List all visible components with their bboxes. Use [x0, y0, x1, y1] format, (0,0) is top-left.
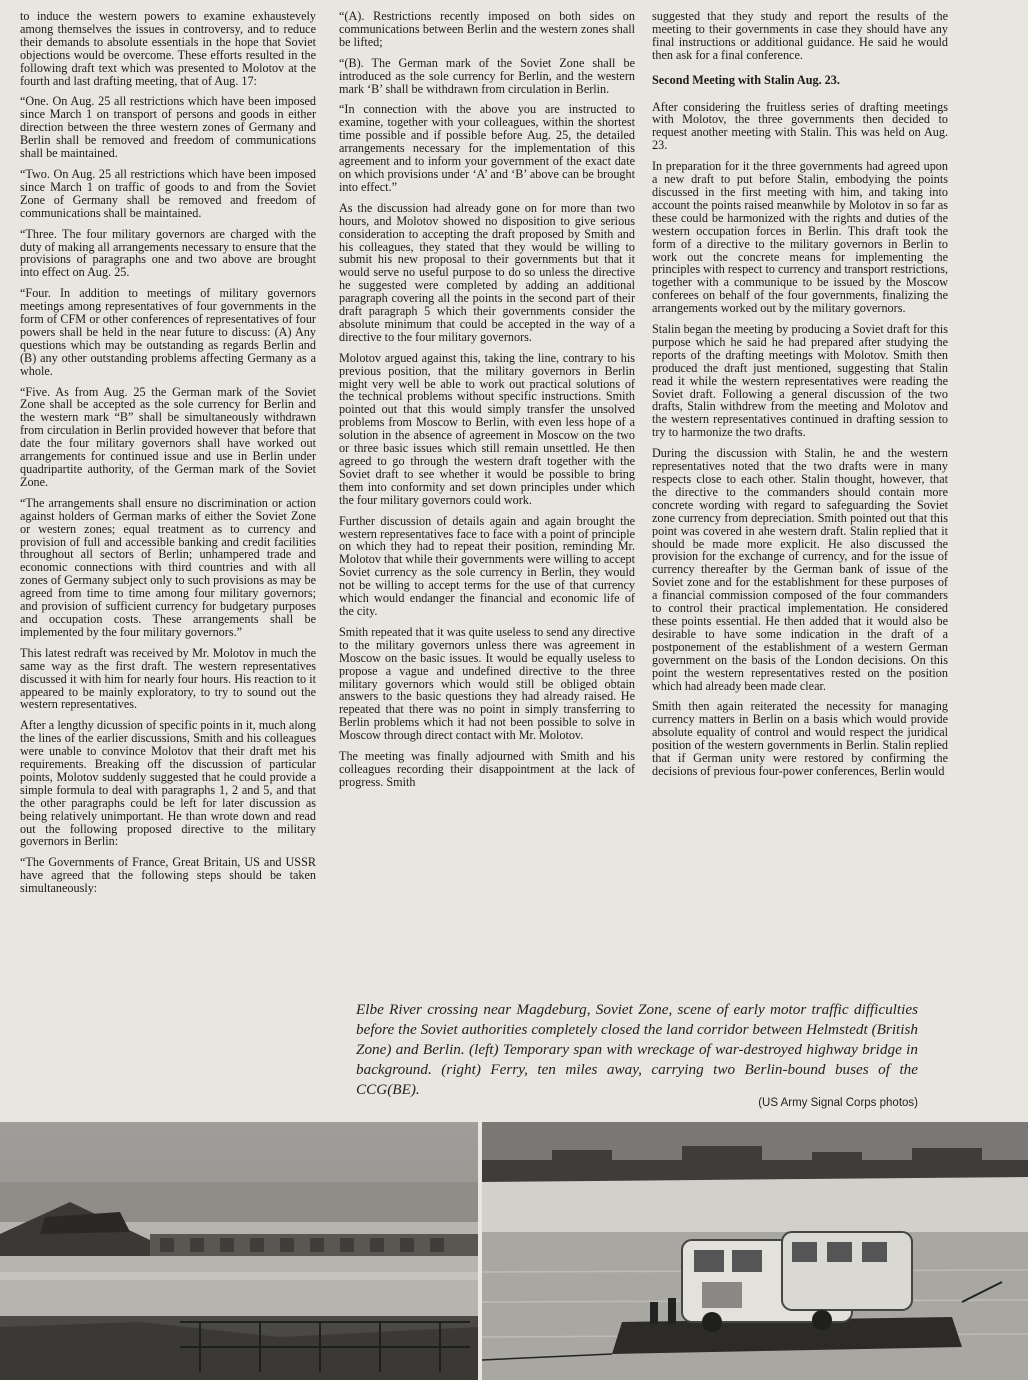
paragraph: Smith then again reiterated the necessity for managing currency matters in Berlin on a basis which would provide absolute equality of control and would respect the juridical position of the western governments in Berlin. Stalin replied that if German unity were restored by confirming the decisions of previous four-power conferences, Berlin would: [652, 699, 948, 778]
ferry-photo-image: [482, 1122, 1028, 1380]
section-heading: Second Meeting with Stalin Aug. 23.: [652, 72, 840, 87]
text-column-3: [652, 10, 948, 985]
paragraph: Molotov argued against this, taking the line, contrary to his previous position, that the military governors in Berlin might very well be able to work out practical solutions of the technical problems without specific instructions. Smith pointed out that this would simply transfer the unsolved problems from Moscow to Berlin, with even less hope of a solution in the absence of agreement in Moscow on the two or three basic issues which still remain unsettled. He then agreed to go through the western draft together with the Soviet draft to see whether it would be possible to bring them into conformity and set down principles under which the four military governors could work.: [339, 350, 635, 507]
bridge-photo-image: [0, 1122, 478, 1380]
text-column-2: [339, 10, 635, 985]
paragraph: As the discussion had already gone on for more than two hours, and Molotov showed no disposition to give serious consideration to accepting the draft proposed by Smith and his colleagues, they stated that they would be willing to submit his new proposal to their governments but that it would serve no useful purpose to do so unless the directive he suggested were completed by adding an additional paragraph covering all the points in the second part of their draft paragraph 5 which their governments consider the absolute minimum that could be accepted in the way of a directive to the four military governors.: [339, 200, 635, 344]
paragraph: Smith repeated that it was quite useless to send any directive to the military governors unless there was agreement in Moscow on the basic issues. It would be equally useless to propose a vague and undefined directive to the three military governors which would still be obliged obtain answers to the basic questions they had already raised. He repeated that there was no point in simply transferring to Berlin problems which it had not been possible to solve in Moscow through direct contact with Mr. Molotov.: [339, 624, 635, 743]
photo-bridge-span: [0, 1122, 478, 1380]
paragraph: to induce the western powers to examine exhaustevely among themselves the issues in controversy, and to reduce their demands to absolute essentials in the hope that Soviet objections would be overcome. These efforts resulted in the following draft text which was presented to Molotov at the fourth and last drafting meeting, that of Aug. 17:: [20, 10, 316, 88]
paragraph: During the discussion with Stalin, he and the western representatives noted that the two drafts were in many respects close to each other. Stalin thought, however, that the directive to the commanders should contain more concrete wording with regard to safeguarding the Soviet zone currency from depreciation. Smith pointed out that this point was covered in ahe western draft. Stalin replied that it should be made more explicit. He also discussed the provision for the exchange of currency, and for the issue of currency thereafter by the German bank of issue of the Soviet zone and for the establishment for these purposes of a financial commission composed of the four commanders to control their practical implementation. He considered these points essential. He then added that it would also be desirable to have some indication in the draft of a postponement of the establishment of a western German government on the basis of the London decisions. On this point the western representatives rested on the position which had already been made clear.: [652, 446, 948, 693]
paragraph: “The arrangements shall ensure no discrimination or action against holders of German marks of either the Soviet Zone or western zones; equal treatment as to currency and provision of full and accessible banking and credit facilities throughout all sectors of Berlin; unhampered trade and economic connections with third countries and with all zones of Germany subject only to such provisions as may be agreed from time to time among four military governors; and provision of sufficient currency for budgetary purposes and occupation costs. These arrangements shall be implemented by the four military governors.”: [20, 495, 316, 639]
photo-ferry-buses: [482, 1122, 1028, 1380]
paragraph: Stalin began the meeting by producing a Soviet draft for this purpose which he said he had prepared after studying the reports of the drafting meetings with Molotov. Smith then produced the draft just mentioned, suggesting that Stalin read it while the western representatives were reading the Soviet draft. Following a general discussion of the two drafts, Stalin withdrew from the meeting and Molotov and the western representatives continued in drafting session to try to harmonize the two drafts.: [652, 322, 948, 440]
paragraph: “(A). Restrictions recently imposed on both sides on communications between Berlin and the western zones shall be lifted;: [339, 10, 635, 49]
paragraph: suggested that they study and report the results of the meeting to their governments in case they should have any final instructions or additional guidance. He said he would then ask for a final conference.: [652, 10, 948, 62]
paragraph: “Three. The four military governors are charged with the duty of making all arrangements necessary to ensure that the provisions of paragraphs one and two above are brought into effect on Aug. 25.: [20, 226, 316, 280]
paragraph: “Five. As from Aug. 25 the German mark of the Soviet Zone shall be accepted as the sole currency for Berlin and the western mark “B” shall be simultaneously withdrawn from circulation in Berlin provided however that before that date the four military governors shall have worked out arrangements for continued issue and use in Berlin under quadripartite authority, of the German mark of the Soviet Zone.: [20, 384, 316, 489]
paragraph: After a lengthy dicussion of specific points in it, much along the lines of the earlier discussions, Smith and his colleagues were unable to convince Molotov that their draft met his requirements. Breaking off the discussion of particular points, Molotov suddenly suggested that he could provide a simple formula to deal with paragraphs 1, 2 and 5, and that the other paragraphs could be left for later discussion as being relatively unimportant. He than wrote down and read out the following proposed directive to the military governors in Berlin:: [20, 718, 316, 849]
paragraph: In preparation for it the three governments had agreed upon a new draft to put before Stalin, embodying the points discussed in the first meeting with him, and taking into account the points raised meanwhile by Molotov in so far as these could be harmonized with the rights and duties of the western occupation forces in Berlin. This draft took the form of a directive to the military governors in Berlin to work out the concrete means for implementing the principles with respect to currency and transport restrictions, together with a communique to be issued by the Moscow conferees on behalf of the four governments, finalizing the arrangements worked out by the military governors.: [652, 159, 948, 316]
paragraph: “One. On Aug. 25 all restrictions which have been imposed since March 1 on transport of persons and goods in either direction between the three western zones of Germany and Berlin shall be removed and freedom of communications shall be maintained.: [20, 94, 316, 161]
paragraph: “In connection with the above you are instructed to examine, together with your colleagues, within the shortest time possible and if possible before Aug. 25, the detailed arrangements necessary for the implementation of this agreement and to inform your government of the exact date on which provisions under ‘A’ and ‘B’ above can be brought into effect.”: [339, 102, 635, 194]
paragraph: The meeting was finally adjourned with Smith and his colleagues recording their disappointment at the lack of progress. Smith: [339, 749, 635, 789]
paragraph: “Four. In addition to meetings of military governors meetings among representatives of four governments in the form of CFM or other conferences of representatives of four powers shall be held in the near future to discuss: (A) Any questions which may be outstanding as regards Berlin and (B) any other outstanding problems affecting Germany as a whole.: [20, 286, 316, 378]
photo-credit: (US Army Signal Corps photos): [758, 1097, 918, 1109]
paragraph: “Two. On Aug. 25 all restrictions which have been imposed since March 1 on traffic of goods to and from the Soviet Zone of Germany shall be removed and freedom of communications shall be maintained.: [20, 166, 316, 220]
paragraph: “The Governments of France, Great Britain, US and USSR have agreed that the following steps should be taken simultaneously:: [20, 855, 316, 896]
paragraph: This latest redraft was received by Mr. Molotov in much the same way as the first draft. The western representatives discussed it with him for nearly four hours. His reaction to it appeared to be mainly exploratory, to try to sound out the western representatives.: [20, 645, 316, 712]
paragraph: After considering the fruitless series of drafting meetings with Molotov, the three governments then decided to request another meeting with Stalin. This was held on Aug. 23.: [652, 99, 948, 153]
text-column-1: [20, 10, 316, 1088]
photo-caption: Elbe River crossing near Magdeburg, Soviet Zone, scene of early motor traffic difficulties before the Soviet authorities completely closed the land corridor between Helmstedt (British Zone) and Berlin. (left) Temporary span with wreckage of war-destroyed highway bridge in background. (right) Ferry, ten miles away, carrying two Berlin-bound buses of the CCG(BE).: [356, 1001, 918, 1098]
paragraph: “(B). The German mark of the Soviet Zone shall be introduced as the sole currency for Berlin, and the western mark ‘B’ shall be withdrawn from circulation in Berlin.: [339, 55, 635, 96]
paragraph: Further discussion of details again and again brought the western representatives face to face with a point of principle on which they had to repeat their position, reminding Mr. Molotov that while their governments were willing to accept Soviet currency as the sole currency in Berlin, they would not be willing to accept terms for the use of that currency which would endanger the financial and economic life of the city.: [339, 513, 635, 618]
